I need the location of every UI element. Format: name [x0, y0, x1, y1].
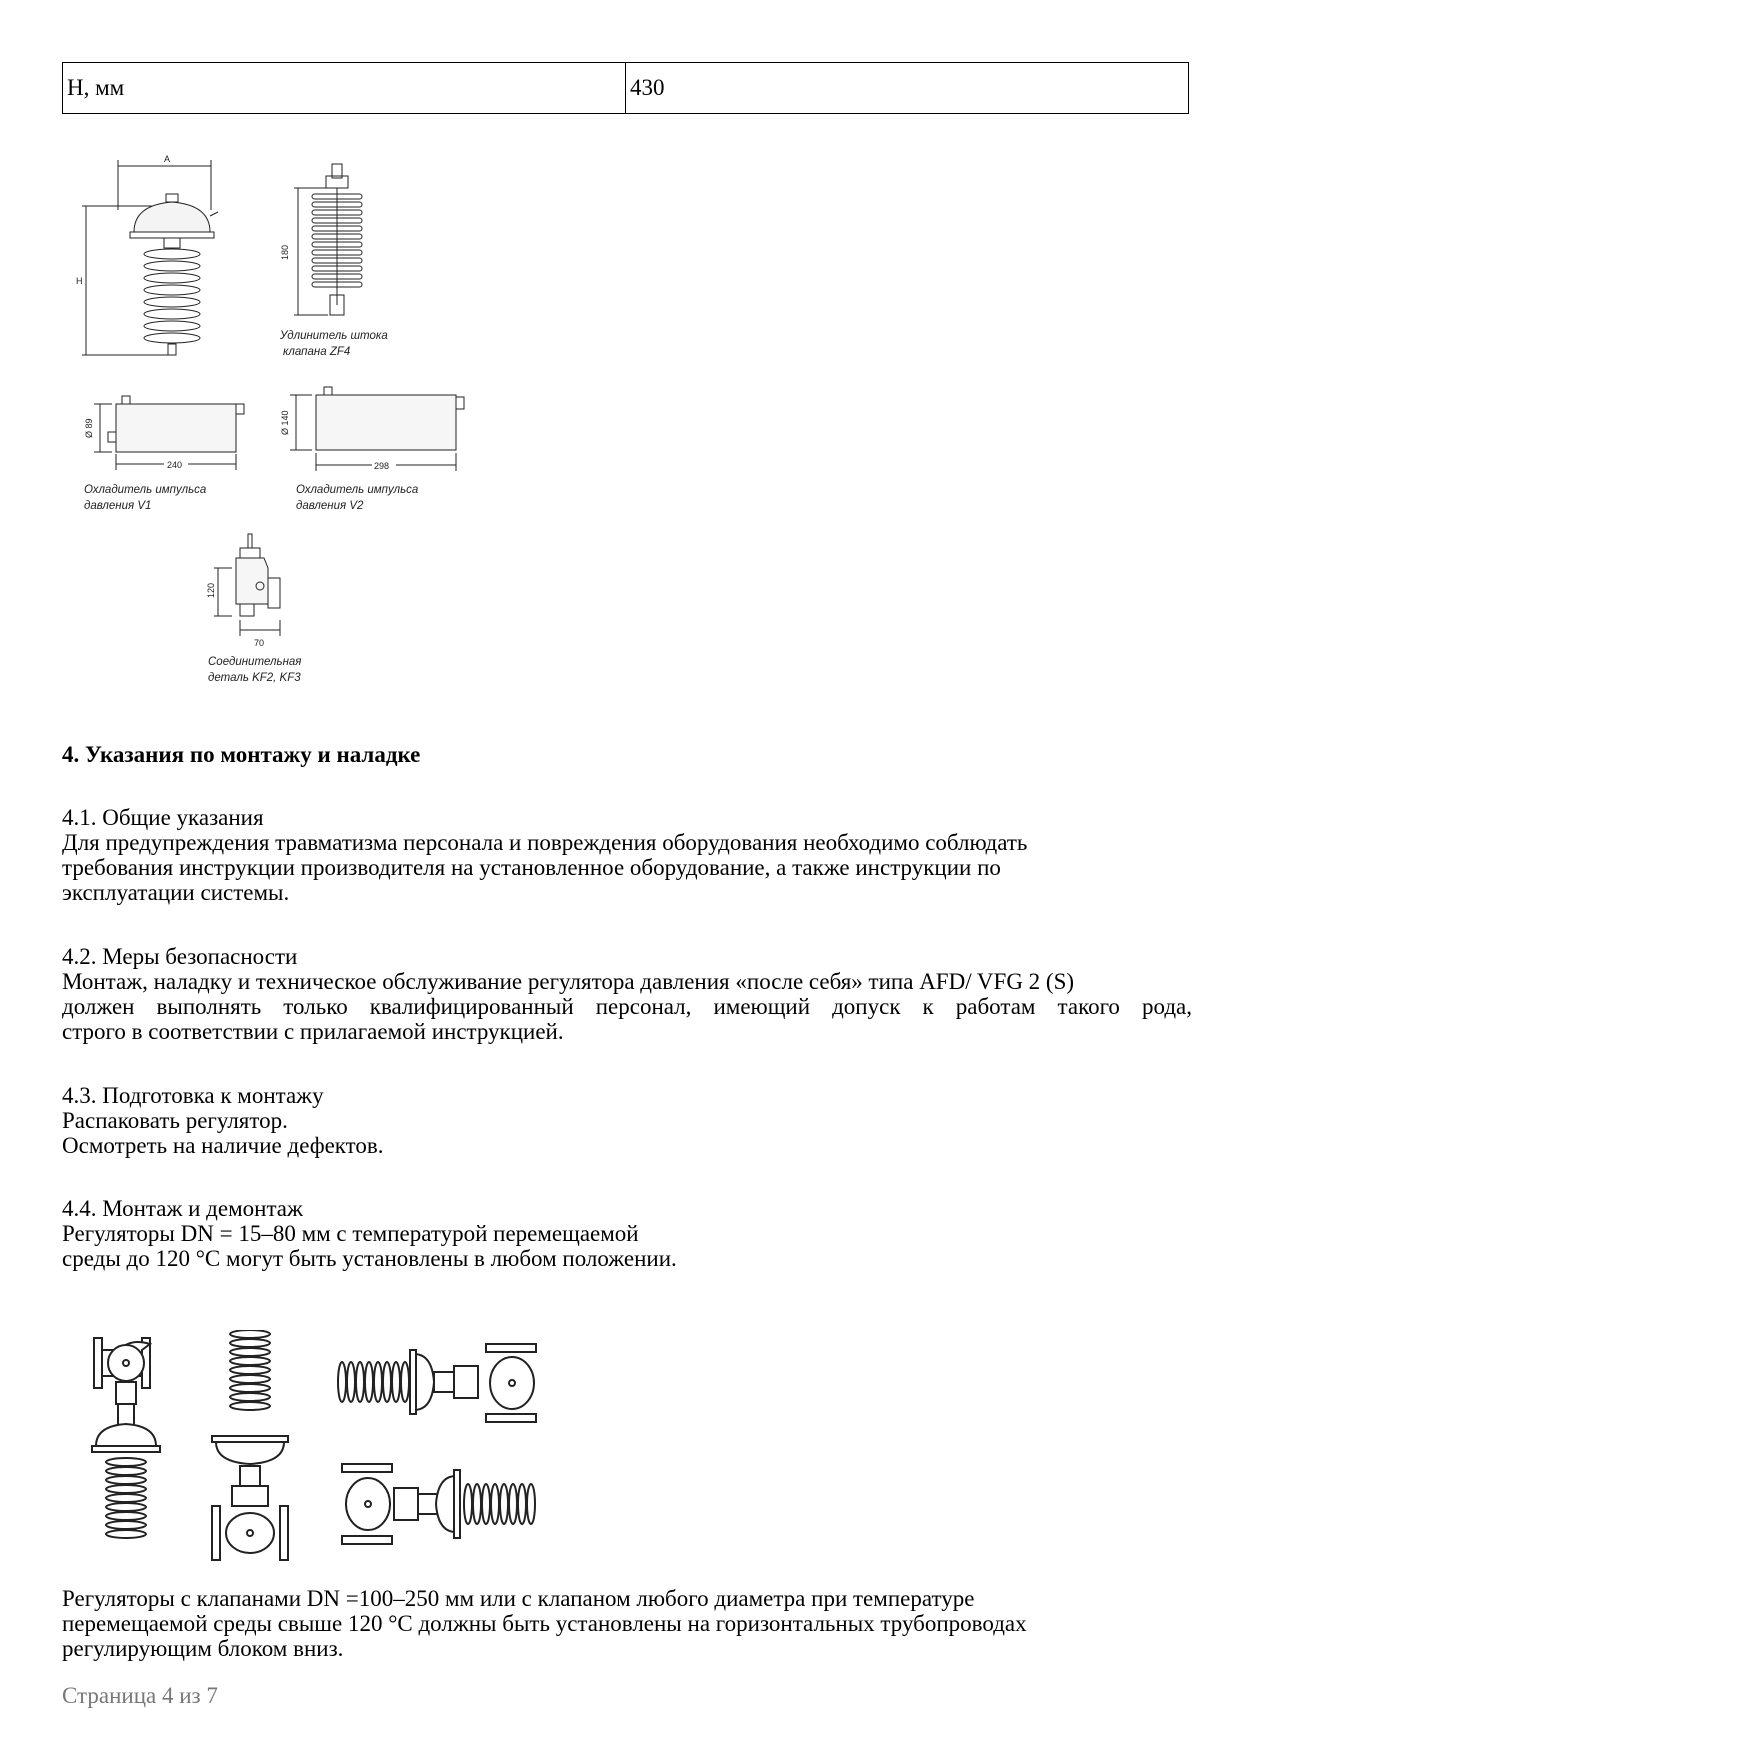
closing-paragraph: [62, 1586, 1192, 1661]
actuator-diagram: [72, 150, 232, 360]
cooler-v2-diagram: [272, 385, 472, 475]
subsection-4-3: [62, 1083, 1192, 1158]
paragraph-line: Регуляторы DN = 15–80 мм с температурой перемещаемой: [62, 1221, 639, 1246]
cooler-v1-drawing: [72, 392, 252, 512]
paragraph-line: эксплуатации системы.: [62, 880, 290, 905]
paragraph-line: требования инструкции производителя на установленное оборудование, а также инструкции по: [62, 855, 1001, 880]
table-row: [63, 63, 1189, 114]
dim-label-h: H: [76, 276, 83, 286]
page-number: Страница 4 из 7: [62, 1683, 218, 1708]
cooler-v1-diagram: [72, 392, 252, 472]
connector-caption: Соединительная деталь KF2, KF3: [208, 656, 302, 684]
spec-table: [62, 62, 1189, 114]
stem-extension-caption: Удлинитель штока клапана ZF4: [280, 330, 388, 358]
subsection-heading: 4.3. Подготовка к монтажу: [62, 1083, 324, 1108]
paragraph-line: строго в соответствии с прилагаемой инструкцией.: [62, 1019, 564, 1044]
actuator-drawing: [72, 150, 232, 360]
cooler-v2-drawing: [272, 385, 472, 512]
cooler-v2-caption: Охладитель импульса давления V2: [296, 484, 419, 512]
paragraph-line: Осмотреть на наличие дефектов.: [62, 1133, 384, 1158]
subsection-heading: 4.2. Меры безопасности: [62, 944, 298, 969]
subsection-4-1: [62, 805, 1192, 905]
installation-positions-drawing: [80, 1330, 620, 1570]
dim-label-120: 120: [206, 582, 216, 598]
paragraph-line: Регуляторы с клапанами DN =100–250 мм или с клапаном любого диаметра при температуре: [62, 1586, 975, 1611]
cooler-v1-caption: Охладитель импульса давления V1: [84, 484, 207, 512]
paragraph-line: должен выполнять только квалифицированный персонал, имеющий допуск к работам такого рода,: [62, 994, 1192, 1019]
section-title: 4. Указания по монтажу и наладке: [62, 742, 421, 767]
paragraph-line: перемещаемой среды свыше 120 °С должны быть установлены на горизонтальных трубопроводах: [62, 1611, 1027, 1636]
dim-label-298: 298: [374, 461, 390, 471]
paragraph-line: Монтаж, наладку и техническое обслуживание регулятора давления «после себя» типа AFD/ VFG 2 (S): [62, 969, 1075, 994]
paragraph-line: среды до 120 °С могут быть установлены в любом положении.: [62, 1246, 677, 1271]
stem-extension-drawing: [268, 150, 398, 358]
paragraph-line: Распаковать регулятор.: [62, 1108, 288, 1133]
dim-label-180: 180: [280, 244, 290, 260]
dim-label-d89: Ø 89: [84, 418, 94, 438]
table-cell-value: 430: [626, 63, 1189, 114]
subsection-4-2: [62, 944, 1192, 1044]
dim-label-d140: Ø 140: [280, 410, 290, 435]
dim-label-240: 240: [167, 460, 183, 470]
table-cell-param: H, мм: [63, 63, 626, 114]
subsection-heading: 4.1. Общие указания: [62, 805, 264, 830]
connector-drawing: [200, 532, 310, 684]
dim-label-70: 70: [254, 638, 265, 648]
connector-diagram: [200, 532, 310, 652]
dim-label-a: A: [164, 154, 171, 164]
subsection-4-4: [62, 1196, 1192, 1271]
subsection-heading: 4.4. Монтаж и демонтаж: [62, 1196, 303, 1221]
paragraph-line: Для предупреждения травматизма персонала и повреждения оборудования необходимо соблюдать: [62, 830, 1028, 855]
stem-extension-diagram: [268, 150, 398, 325]
paragraph-line: регулирующим блоком вниз.: [62, 1636, 344, 1661]
installation-positions-diagram: [80, 1330, 620, 1570]
